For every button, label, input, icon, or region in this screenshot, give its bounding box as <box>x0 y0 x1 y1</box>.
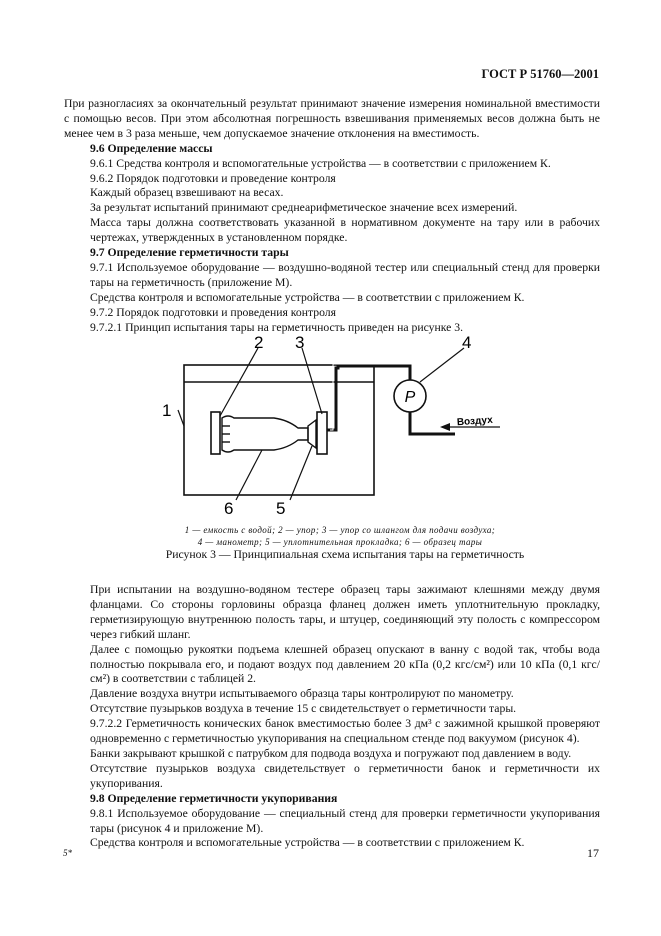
paragraph: 9.8.1 Используемое оборудование — специальный стенд для проверки герметичности укупоривания тары (рисунок 4 и приложение М). <box>90 806 600 835</box>
air-arrow-head <box>440 423 450 431</box>
paragraph: Банки закрывают крышкой с патрубком для подвода воздуха и погружают под давлением в воду. <box>90 746 572 760</box>
figure-legend-line: 4 — манометр; 5 — уплотнительная прокладка; 6 — образец тары <box>197 537 483 547</box>
paragraph <box>64 97 600 142</box>
paragraph: 9.6.2 Порядок подготовки и проведение контроля <box>90 171 336 185</box>
air-supply-line <box>410 412 455 434</box>
water-tank <box>184 365 374 495</box>
paragraph: 9.7.2.2 Герметичность конических банок вместимостью более 3 дм³ с зажимной крышкой проверяют одновременно с герметичностью укупоривания на специальном стенде под вакуумом (рисунок 4). <box>90 717 600 746</box>
paragraph: 9.7.2 Порядок подготовки и проведения контроля <box>90 305 336 319</box>
sample-container <box>222 416 308 452</box>
paragraph: 9.7.1 Используемое оборудование — воздушно-водяной тестер или специальный стенд для проверки тары на герметичность (приложение М). <box>90 260 600 289</box>
manometer-letter: P <box>404 389 416 406</box>
paragraph: Каждый образец взвешивают на весах. <box>90 186 284 200</box>
paragraph: Давление воздуха внутри испытываемого образца тары контролируют по манометру. <box>90 687 514 701</box>
section-text-lower <box>90 583 600 851</box>
figure-title: Рисунок 3 — Принципиальная схема испытания тары на герметичность <box>165 548 525 561</box>
test-scheme-figure <box>150 330 530 530</box>
document-header: ГОСТ Р 51760—2001 <box>481 67 599 81</box>
leader-line-6 <box>236 450 262 500</box>
paragraph: Средства контроля и вспомогательные устройства — в соответствии с приложением К. <box>90 836 525 850</box>
figure-legend-line: 1 — емкость с водой; 2 — упор; 3 — упор со шлангом для подачи воздуха; <box>184 525 496 535</box>
footer-mark: 5* <box>63 848 72 858</box>
page-number: 17 <box>587 846 599 860</box>
label-1: 1 <box>162 401 172 420</box>
label-4: 4 <box>462 333 472 352</box>
section-heading-9-7: 9.7 Определение герметичности тары <box>90 246 289 260</box>
leader-line-3 <box>302 348 322 414</box>
paragraph-text: При разногласиях за окончательный результат принимают значение измерения номинальной вместимости с помощью весов. При этом абсолютная погрешность взвешивания применяемых весов должна быть не менее чем в 3 раза меньше, чем допускаемое значение отклонения на вместимость. <box>64 97 600 140</box>
section-heading-9-6: 9.6 Определение массы <box>90 141 213 155</box>
label-6: 6 <box>224 499 234 518</box>
paragraph: За результат испытаний принимают среднеарифметическое значение всех измерений. <box>90 201 518 215</box>
section-text-upper <box>64 97 600 336</box>
air-label: Воздух <box>456 414 494 429</box>
paragraph: Отсутствие пузырьков воздуха свидетельствует о герметичности банок и герметичности их укупоривания. <box>90 761 600 790</box>
paragraph: 9.6.1 Средства контроля и вспомогательные устройства — в соответствии с приложением К. <box>90 156 551 170</box>
seal-gasket <box>308 420 316 448</box>
right-stop <box>317 412 327 454</box>
label-5: 5 <box>276 499 286 518</box>
left-stop <box>211 412 220 454</box>
paragraph: Отсутствие пузырьков воздуха в течение 15 с свидетельствует о герметичности тары. <box>90 702 517 716</box>
section-heading-9-8: 9.8 Определение герметичности укупоривания <box>90 791 338 805</box>
paragraph: Средства контроля и вспомогательные устройства — в соответствии с приложением К. <box>90 290 525 304</box>
paragraph: При испытании на воздушно-водяном тестере образец тары зажимают клешнями между двумя фланцами. Со стороны горловины образца фланец должен иметь уплотнительную прокладку, герметизирующую внутреннюю полость тары, и штуцер, соединяющий эту полость с компрессором через гибкий шланг. <box>90 583 600 641</box>
paragraph: 9.7.2.1 Принцип испытания тары на герметичность приведен на рисунке 3. <box>90 320 464 334</box>
paragraph: Масса тары должна соответствовать указанной в нормативном документе на тару или в рабочих чертежах, утвержденных в установленном порядке. <box>90 216 600 245</box>
leader-line-5 <box>290 446 312 500</box>
leader-line-1 <box>178 410 184 426</box>
paragraph: Далее с помощью рукоятки подъема клешней образец опускают в ванну с водой так, чтобы вода полностью покрывала его, и подают воздух под давлением 20 кПа (0,2 кгс/см²) или 10 кПа (0,1 кгс/см²) в соответствии с таблицей 2. <box>90 642 600 686</box>
leader-line-4 <box>420 348 464 382</box>
label-3: 3 <box>295 333 305 352</box>
label-2: 2 <box>254 333 264 352</box>
figure-legend <box>140 524 540 548</box>
